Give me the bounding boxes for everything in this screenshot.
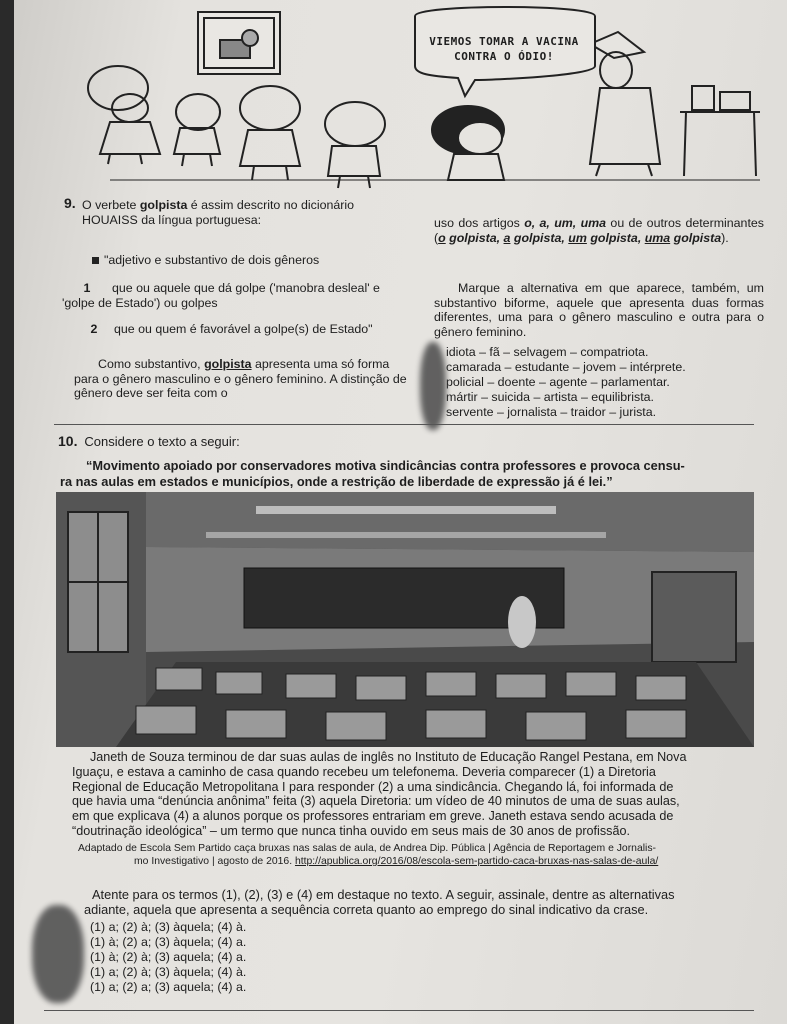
footer-divider xyxy=(44,1010,754,1011)
q9-option-e[interactable]: servente – jornalista – traidor – jurista. xyxy=(446,405,657,419)
q9-definition-2: 2 que ou quem é favorável a golpe(s) de Estado" xyxy=(90,322,373,336)
q9-option-b[interactable]: camarada – estudante – jovem – intérprete. xyxy=(446,360,686,374)
q10-option-e[interactable]: (1) a; (2) a; (3) aquela; (4) a. xyxy=(90,980,247,994)
q9-option-c[interactable]: policial – doente – agente – parlamentar. xyxy=(446,375,670,389)
q10-body-text: Janeth de Souza terminou de dar suas aulas de inglês no Instituto de Educação Rangel Pestana, em Nova Iguaçu, e estava a caminho de casa quando recebeu um telefonema. Deveria comparecer (1) a Diretoria Regional de Educação Metropolitana I para responder (2) a uma sindicância. Chegando lá, foi informada de que havia uma “denúncia anônima” feita (3) aquela Diretoria: um vídeo de 40 minutos de uma de suas aulas, em que explicava (4) a alunos porque os professores entrariam em greve. Janeth estava sendo acusada de “doutrinação ideológica” – um termo que nunca tinha ouvido em seus mais de 30 anos de profissão. xyxy=(72,750,687,838)
classroom-photo xyxy=(56,492,754,747)
q9-definition-head: "adjetivo e substantivo de dois gêneros xyxy=(92,253,412,268)
q10-header: 10. Considere o texto a seguir: xyxy=(58,433,240,449)
section-divider xyxy=(54,424,754,425)
finger-smudge xyxy=(32,905,84,1003)
q9-paragraph: Como substantivo, golpista apresenta uma só forma para o gênero masculino e o gênero feminino. A distinção de gênero deve ser feita com o xyxy=(74,357,407,400)
q9-column2-text: uso dos artigos o, a, um, uma ou de outros determinantes (o golpista, a golpista, um golpista, uma golpista). xyxy=(434,216,764,245)
finger-smudge xyxy=(420,342,446,430)
q10-option-a[interactable]: (1) a; (2) à; (3) àquela; (4) à. xyxy=(90,920,247,934)
comic-speech-balloon: VIEMOS TOMAR A VACINA CONTRA O ÓDIO! xyxy=(429,35,579,63)
q9-number: 9. xyxy=(64,195,76,211)
q9-definition-1: 1 que ou aquele que dá golpe ('manobra desleal' e 'golpe de Estado') ou golpes xyxy=(62,281,380,310)
q10-instruction: Atente para os termos (1), (2), (3) e (4) em destaque no texto. A seguir, assinale, dentre as alternativas adiante, aquela que apresenta a sequência correta quanto ao emprego do sinal indicativo da crase. xyxy=(84,887,675,917)
q10-option-c[interactable]: (1) à; (2) à; (3) aquela; (4) a. xyxy=(90,950,247,964)
q10-option-d[interactable]: (1) a; (2) à; (3) àquela; (4) à. xyxy=(90,965,247,979)
q10-source: Adaptado de Escola Sem Partido caça bruxas nas salas de aula, de Andrea Dip. Pública | Agência de Reportagem e Jornalis- mo Investigativo | agosto de 2016. http://apublica.org/2016/08/escola-sem-partido-caca-bruxas-nas-salas-de-aula/ xyxy=(78,843,659,867)
exam-page xyxy=(14,0,787,1024)
q9-option-d[interactable]: mártir – suicida – artista – equilibrista. xyxy=(446,390,654,404)
q9-option-a[interactable]: idiota – fã – selvagem – compatriota. xyxy=(446,345,649,359)
source-link[interactable]: http://apublica.org/2016/08/escola-sem-partido-caca-bruxas-nas-salas-de-aula/ xyxy=(294,856,659,867)
bullet-square-icon xyxy=(92,257,99,264)
q9-intro: O verbete golpista é assim descrito no dicionário HOUAISS da língua portuguesa: xyxy=(82,198,355,227)
q10-headline: “Movimento apoiado por conservadores motiva sindicâncias contra professores e provoca censu- ra nas aulas em estados e municípios, onde a restrição de liberdade de expressão já é lei.” xyxy=(60,458,685,489)
q10-option-b[interactable]: (1) à; (2) a; (3) àquela; (4) a. xyxy=(90,935,247,949)
q9-instruction: Marque a alternativa em que aparece, também, um substantivo biforme, aquele que apresenta duas formas diferentes, uma para o gênero masculino e outra para o gênero feminino. xyxy=(434,281,764,339)
